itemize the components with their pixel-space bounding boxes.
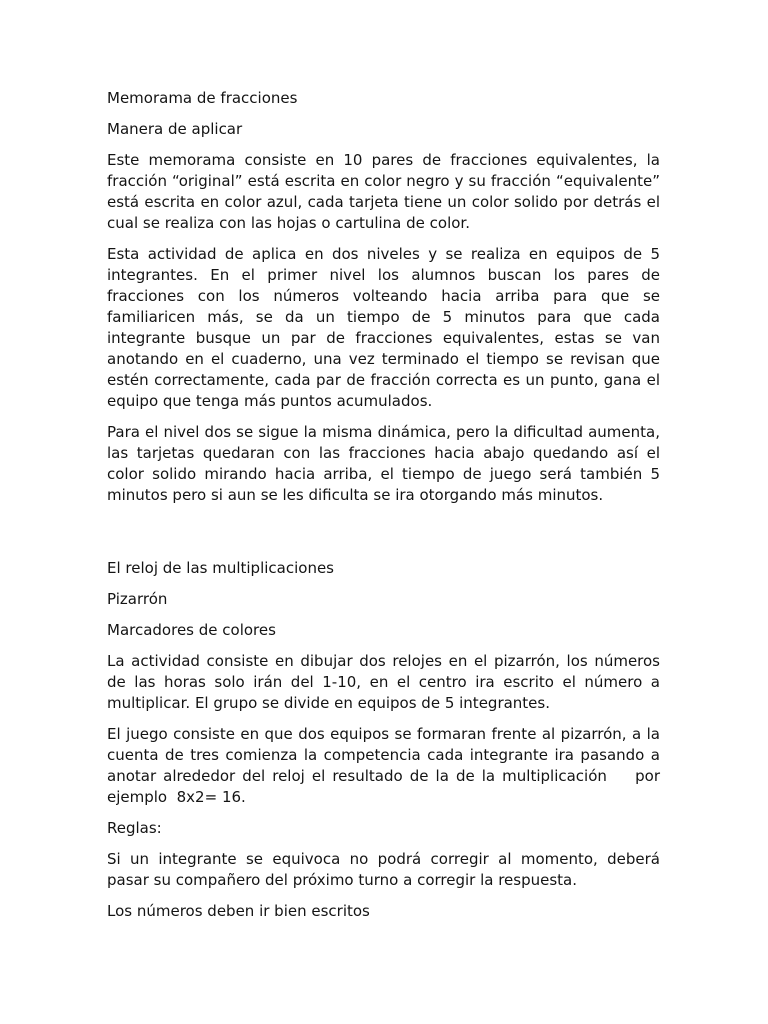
section-subtitle-manera: Manera de aplicar (107, 120, 243, 138)
rules-label: Reglas: (107, 819, 162, 837)
paragraph-memorama-level-one: Esta actividad de aplica en dos niveles y se realiza en equipos de 5 integrantes. En el primer nivel los alumnos buscan los pares de fracciones con los números volteando hacia arriba para que se familiaricen más, se da un tiempo de 5 minutos para que cada integrante busque un par de fracciones equivalentes, estas se van anotando en el cuaderno, una vez terminado el tiempo se revisan que estén correctamente, cada par de fracción correcta es un punto, gana el equipo que tenga más puntos acumulados. (107, 245, 660, 410)
material-item-pizarron: Pizarrón (107, 590, 168, 608)
section-title-reloj: El reloj de las multiplicaciones (107, 559, 334, 577)
paragraph-memorama-description: Este memorama consiste en 10 pares de fracciones equivalentes, la fracción “original” está escrita en color negro y su fracción “equivalente” está escrita en color azul, cada tarjeta tiene un color solido por detrás el cual se realiza con las hojas o cartulina de color. (107, 151, 660, 232)
paragraph-reloj-description: La actividad consiste en dibujar dos relojes en el pizarrón, los números de las horas solo irán del 1-10, en el centro ira escrito el número a multiplicar. El grupo se divide en equipos de 5 integrantes. (107, 652, 660, 712)
section-title-memorama: Memorama de fracciones (107, 89, 298, 107)
rule-item-correction: Si un integrante se equivoca no podrá corregir al momento, deberá pasar su compañero del próximo turno a corregir la respuesta. (107, 850, 660, 889)
paragraph-reloj-game: El juego consiste en que dos equipos se formaran frente al pizarrón, a la cuenta de tres comienza la competencia cada integrante ira pasando a anotar alrededor del reloj el resultado de la de la multiplicación por ejemplo 8x2= 16. (107, 725, 665, 806)
section-spacer (107, 516, 660, 558)
paragraph-memorama-level-two: Para el nivel dos se sigue la misma dinámica, pero la dificultad aumenta, las tarjetas quedaran con las fracciones hacia abajo quedando así el color solido mirando hacia arriba, el tiempo de juego será también 5 minutos pero si aun se les dificulta se ira otorgando más minutos. (107, 423, 660, 504)
document-page (107, 88, 665, 932)
rule-item-numbers: Los números deben ir bien escritos (107, 902, 370, 920)
material-item-marcadores: Marcadores de colores (107, 621, 276, 639)
